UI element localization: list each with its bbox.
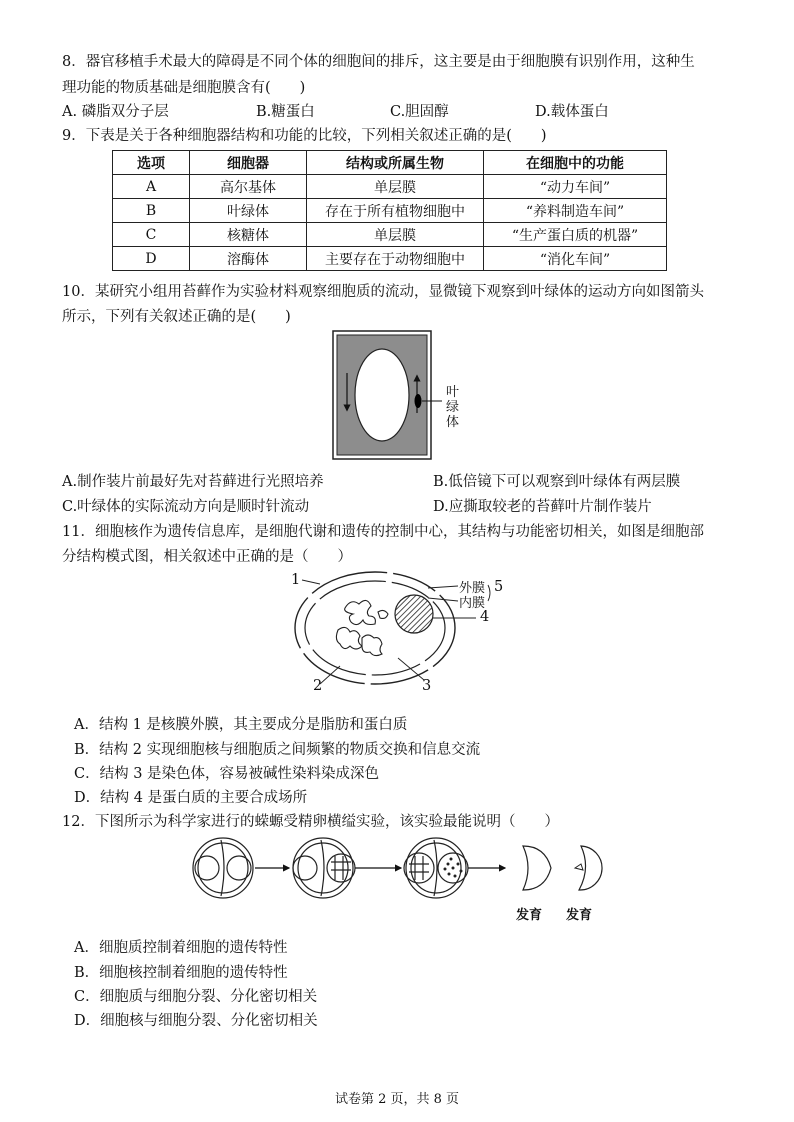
q12-develop-label-2: 发育: [566, 908, 593, 923]
q11-label-4: 4: [480, 609, 490, 625]
q11-inner-membrane-label: 内膜: [459, 596, 486, 611]
table-cell: A: [113, 175, 190, 199]
table-cell: 单层膜: [307, 223, 484, 247]
table-header-row: [113, 151, 667, 175]
table-cell: “生产蛋白质的机器”: [484, 223, 667, 247]
table-header: 细胞器: [190, 151, 307, 175]
table-row: [113, 175, 667, 199]
q12-option-d: D．细胞核与细胞分裂、分化密切相关: [74, 1013, 318, 1029]
page-footer: 试卷第 2 页，共 8 页: [334, 1092, 460, 1107]
q11-label-3: 3: [422, 678, 432, 694]
table-cell: C: [113, 223, 190, 247]
q12-stem: 12．下图所示为科学家进行的蝾螈受精卵横缢实验，该实验最能说明（ ）: [62, 814, 559, 830]
q10-chloroplast-label-1: 叶: [446, 385, 460, 400]
q8-option-b: B.糖蛋白: [256, 104, 315, 120]
q11-label-5: 5: [494, 579, 504, 595]
q12-newt-egg-ligation-figure: [183, 834, 613, 904]
q11-option-a: A．结构 1 是核膜外膜，其主要成分是脂肪和蛋白质: [74, 717, 408, 733]
q12-option-b: B．细胞核控制着细胞的遗传特性: [74, 965, 288, 981]
table-row: [113, 199, 667, 223]
table-cell: 单层膜: [307, 175, 484, 199]
table-row: [113, 223, 667, 247]
table-header: 选项: [113, 151, 190, 175]
q8-option-d: D.载体蛋白: [535, 104, 609, 120]
table-header: 在细胞中的功能: [484, 151, 667, 175]
table-cell: 主要存在于动物细胞中: [307, 247, 484, 271]
table-cell: “消化车间”: [484, 247, 667, 271]
q12-develop-label-1: 发育: [516, 908, 543, 923]
q10-chloroplast-label-2: 绿: [446, 400, 460, 415]
table-cell: “养料制造车间”: [484, 199, 667, 223]
q10-option-c: C.叶绿体的实际流动方向是顺时针流动: [62, 499, 310, 515]
q10-chloroplast-label-3: 体: [446, 415, 460, 430]
q8-stem-line1: 8．器官移植手术最大的障碍是不同个体的细胞间的排斥，这主要是由于细胞膜有识别作用，这种生: [62, 54, 695, 70]
q8-option-c: C.胆固醇: [390, 104, 449, 120]
q11-outer-membrane-label: 外膜: [459, 581, 486, 596]
table-cell: D: [113, 247, 190, 271]
q11-option-c: C．结构 3 是染色体，容易被碱性染料染成深色: [74, 766, 380, 782]
table-cell: 高尔基体: [190, 175, 307, 199]
q11-label-2: 2: [313, 678, 323, 694]
q11-stem-line1: 11．细胞核作为遗传信息库，是细胞代谢和遗传的控制中心，其结构与功能密切相关，如图是细胞部: [62, 524, 704, 540]
table-cell: 叶绿体: [190, 199, 307, 223]
table-cell: 核糖体: [190, 223, 307, 247]
q10-option-d: D.应撕取较老的苔藓叶片制作装片: [433, 499, 652, 515]
table-row: [113, 247, 667, 271]
table-cell: 溶酶体: [190, 247, 307, 271]
q11-label-1: 1: [291, 572, 301, 588]
q10-option-a: A.制作装片前最好先对苔藓进行光照培养: [62, 474, 324, 490]
q11-option-d: D．结构 4 是蛋白质的主要合成场所: [74, 790, 308, 806]
q10-option-b: B.低倍镜下可以观察到叶绿体有两层膜: [433, 474, 681, 490]
table-header: 结构或所属生物: [307, 151, 484, 175]
table-cell: “动力车间”: [484, 175, 667, 199]
q11-stem-line2: 分结构模式图，相关叙述中正确的是（ ）: [62, 549, 352, 565]
q9-stem: 9．下表是关于各种细胞器结构和功能的比较，下列相关叙述正确的是( ): [62, 128, 547, 144]
q9-table: [112, 150, 667, 271]
table-cell: B: [113, 199, 190, 223]
table-cell: 存在于所有植物细胞中: [307, 199, 484, 223]
q10-stem-line1: 10．某研究小组用苔藓作为实验材料观察细胞质的流动，显微镜下观察到叶绿体的运动方向如图箭头: [62, 284, 704, 300]
q12-option-a: A．细胞质控制着细胞的遗传特性: [74, 940, 288, 956]
q10-stem-line2: 所示，下列有关叙述正确的是( ): [62, 309, 291, 325]
q8-stem-line2: 理功能的物质基础是细胞膜含有( ): [62, 80, 306, 96]
q12-option-c: C．细胞质与细胞分裂、分化密切相关: [74, 989, 318, 1005]
q11-option-b: B．结构 2 实现细胞核与细胞质之间频繁的物质交换和信息交流: [74, 742, 481, 758]
q8-option-a: A. 磷脂双分子层: [62, 104, 169, 120]
